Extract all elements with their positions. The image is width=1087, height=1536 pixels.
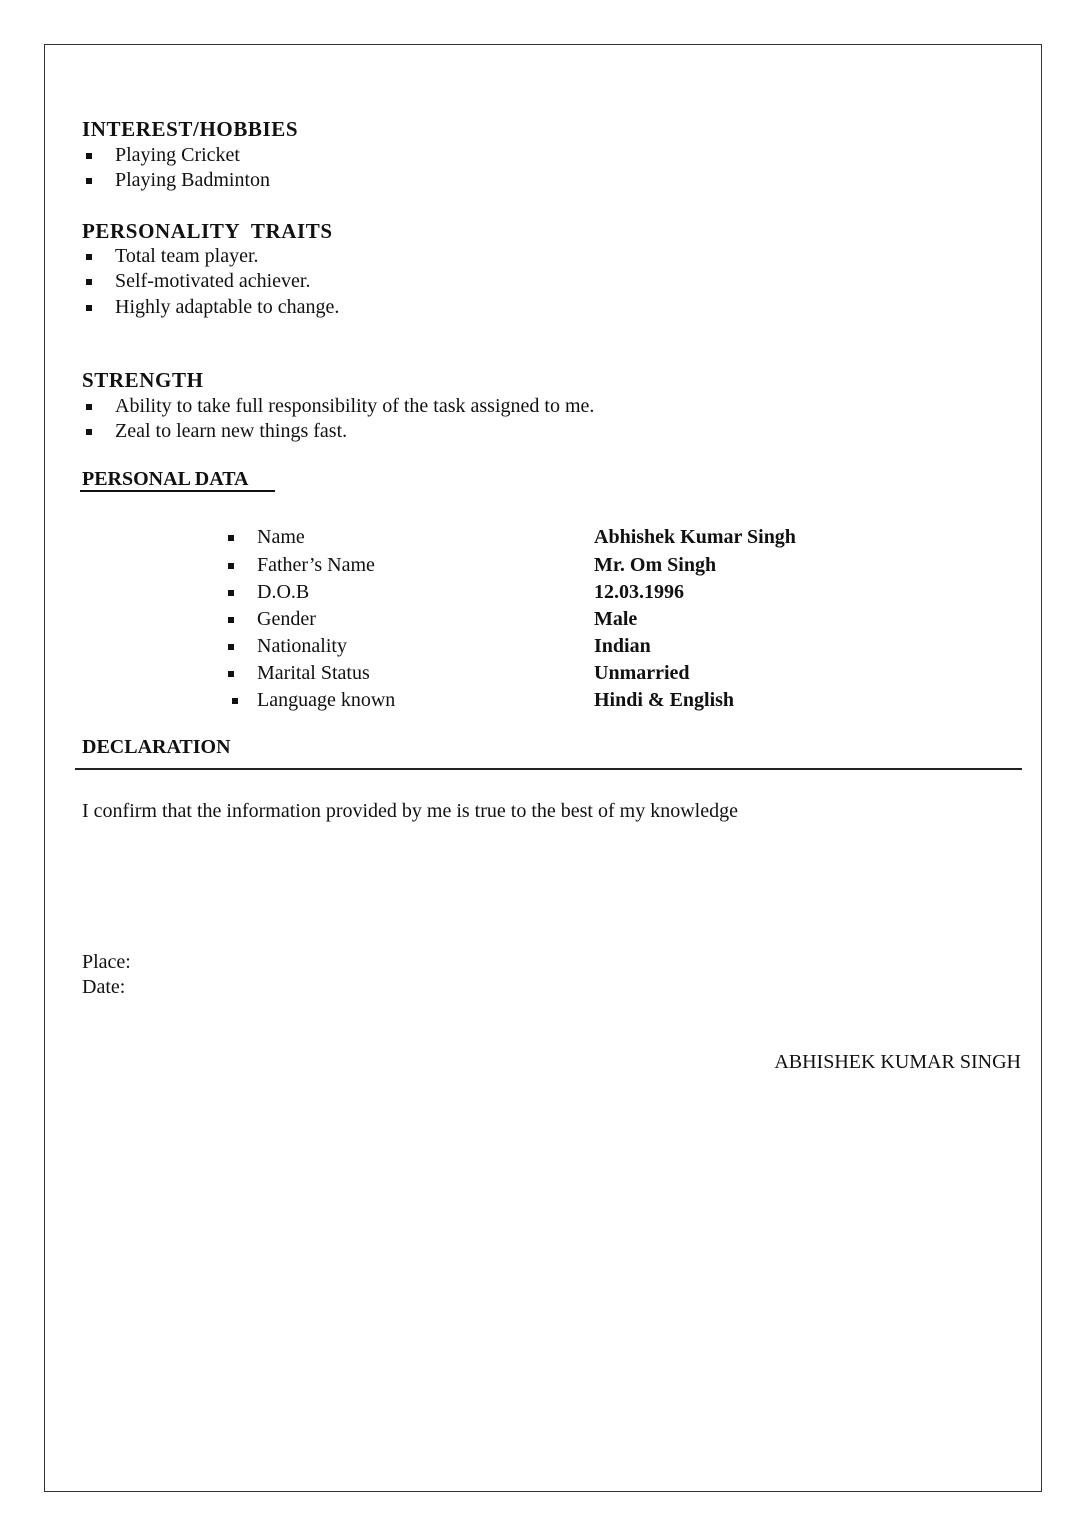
bullet-icon: [86, 178, 92, 184]
bullet-icon: [228, 535, 234, 541]
personal-data-label: Language known: [257, 689, 396, 711]
personal-data-value: Unmarried: [594, 662, 690, 684]
interest-item: Playing Badminton: [115, 169, 270, 191]
personal-data-value: Abhishek Kumar Singh: [594, 526, 796, 548]
personal-data-label: Nationality: [257, 635, 347, 657]
personal-data-value: Mr. Om Singh: [594, 554, 717, 576]
personal-data-value: Male: [594, 608, 638, 630]
bullet-icon: [228, 563, 234, 569]
personality-item: Total team player.: [115, 245, 259, 267]
declaration-text: I confirm that the information provided by me is true to the best of my knowledge: [82, 800, 738, 822]
personal-data-value: Indian: [594, 635, 651, 657]
bullet-icon: [228, 617, 234, 623]
personality-item: Self-motivated achiever.: [115, 270, 311, 292]
personal-data-value: 12.03.1996: [594, 581, 684, 603]
personal-data-value: Hindi & English: [594, 689, 735, 711]
bullet-icon: [86, 254, 92, 260]
bullet-icon: [86, 279, 92, 285]
bullet-icon: [228, 644, 234, 650]
bullet-icon: [86, 404, 92, 410]
bullet-icon: [86, 305, 92, 311]
personal-data-label: Name: [257, 526, 305, 548]
bullet-icon: [86, 429, 92, 435]
place-label: Place:: [82, 951, 131, 973]
strength-item: Zeal to learn new things fast.: [115, 420, 348, 442]
personal-data-label: Gender: [257, 608, 316, 630]
declaration-heading: DECLARATION: [82, 736, 231, 758]
bullet-icon: [86, 153, 92, 159]
interest-item: Playing Cricket: [115, 144, 240, 166]
strength-heading: STRENGTH: [82, 368, 204, 392]
personal-data-label: Marital Status: [257, 662, 370, 684]
personal-data-underline: [80, 490, 275, 492]
strength-item: Ability to take full responsibility of the task assigned to me.: [115, 395, 595, 417]
personality-item: Highly adaptable to change.: [115, 296, 340, 318]
personal-data-label: Father’s Name: [257, 554, 375, 576]
interests-heading: INTEREST/HOBBIES: [82, 117, 299, 141]
personal-data-label: D.O.B: [257, 581, 310, 603]
personal-data-heading: PERSONAL DATA: [82, 468, 249, 490]
bullet-icon: [228, 590, 234, 596]
declaration-rule: [75, 768, 1022, 770]
date-label: Date:: [82, 976, 126, 998]
signature-name: ABHISHEK KUMAR SINGH: [774, 1051, 1021, 1073]
bullet-icon: [228, 671, 234, 677]
personality-heading: PERSONALITY TRAITS: [82, 219, 333, 243]
bullet-icon: [232, 698, 238, 704]
